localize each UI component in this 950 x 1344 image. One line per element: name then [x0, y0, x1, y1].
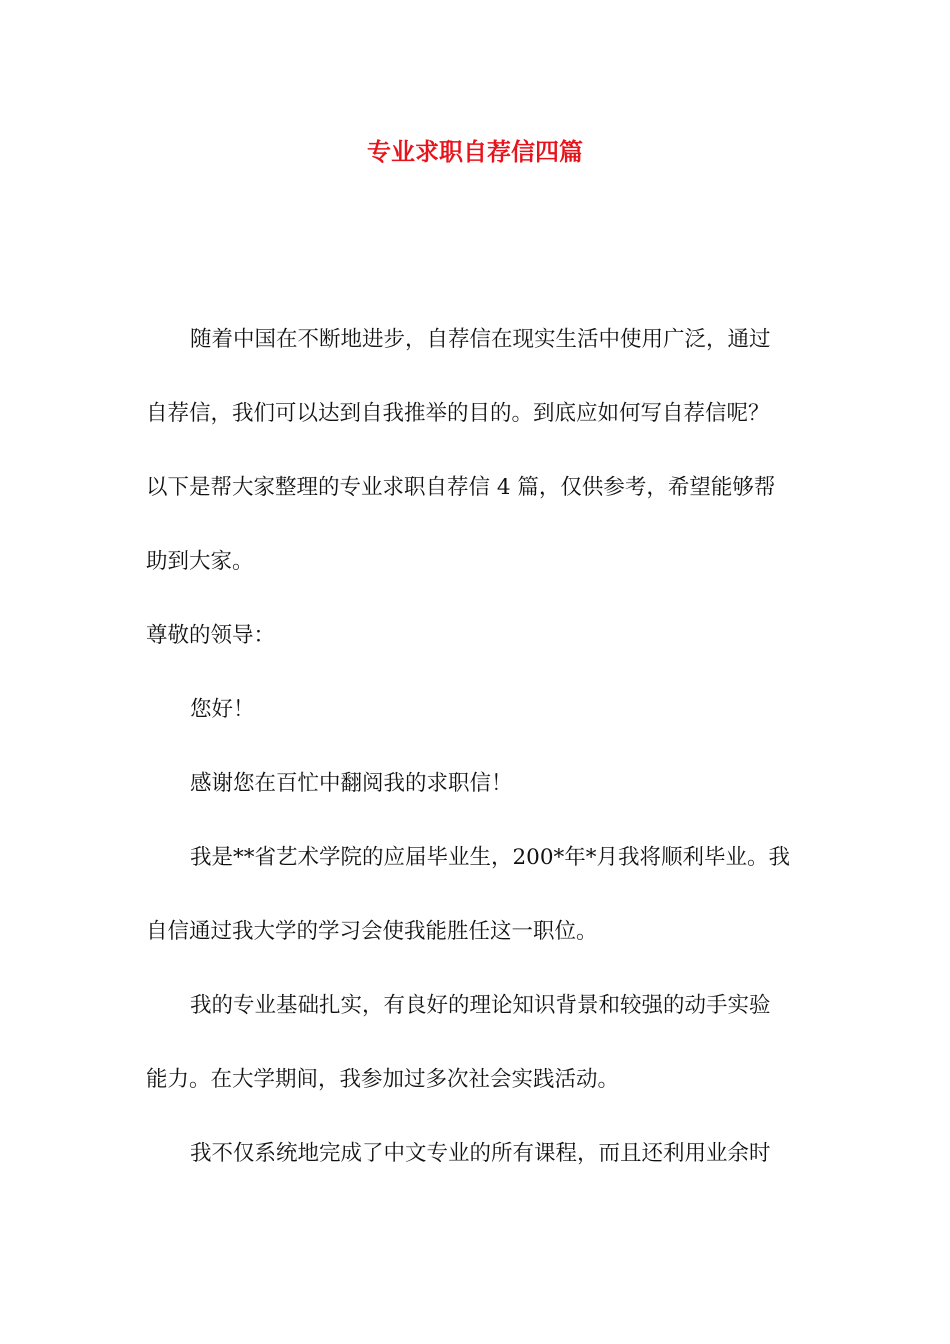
paragraph-1-line-2: 自信通过我大学的学习会使我能胜任这一职位。 [146, 919, 598, 944]
paragraph-3-line-1: 我不仅系统地完成了中文专业的所有课程，而且还利用业余时 [190, 1141, 771, 1166]
document-body [146, 303, 806, 1191]
thanks-line: 感谢您在百忙中翻阅我的求职信！ [190, 771, 513, 796]
salutation: 尊敬的领导： [146, 623, 276, 648]
intro-line-3: 以下是帮大家整理的专业求职自荐信 4 篇，仅供参考，希望能够帮 [146, 475, 776, 500]
paragraph-2-line-1: 我的专业基础扎实，有良好的理论知识背景和较强的动手实验 [190, 993, 771, 1018]
greeting: 您好！ [190, 697, 255, 722]
intro-line-1: 随着中国在不断地进步，自荐信在现实生活中使用广泛，通过 [190, 327, 771, 352]
intro-line-2: 自荐信，我们可以达到自我推举的目的。到底应如何写自荐信呢？ [146, 401, 770, 426]
paragraph-2-line-2: 能力。在大学期间，我参加过多次社会实践活动。 [146, 1067, 620, 1092]
document-title: 专业求职自荐信四篇 [367, 137, 583, 166]
intro-line-4: 助到大家。 [146, 549, 254, 574]
paragraph-1-line-1: 我是**省艺术学院的应届毕业生，200*年*月我将顺利毕业。我 [190, 845, 791, 870]
